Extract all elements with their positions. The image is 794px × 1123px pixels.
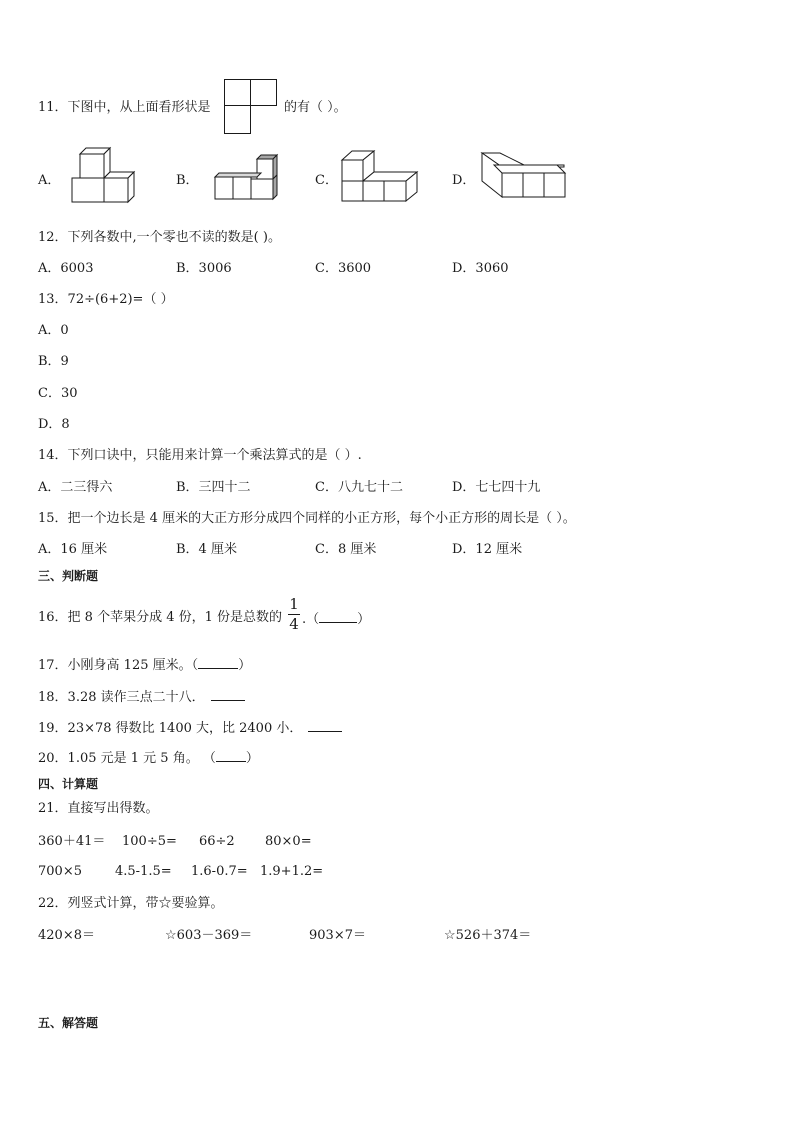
q21-row1-item2: 100÷5=	[122, 834, 177, 849]
q18-stem[interactable]: 18．3.28 读作三点二十八．	[38, 688, 245, 706]
q11-option-a-label[interactable]: A．	[38, 173, 61, 188]
q14-option-a[interactable]: A．二三得六	[38, 480, 113, 495]
q12-stem: 12．下列各数中,一个零也不读的数是( )。	[38, 230, 281, 245]
q21-row2-item4: 1.9+1.2=	[260, 864, 324, 879]
q21-row2-item3: 1.6-0.7=	[191, 864, 248, 879]
q15-option-a[interactable]: A．16 厘米	[38, 542, 108, 557]
top-view-shape-icon	[224, 79, 278, 135]
q11-option-a-cubes-icon	[70, 146, 138, 206]
q11-option-b-cubes-icon	[213, 155, 277, 201]
q22-item3: 903×7＝	[309, 928, 366, 943]
q22-item1: 420×8＝	[38, 928, 95, 943]
q21-row1-item3: 66÷2	[199, 834, 235, 849]
q22-item2: ☆603－369＝	[165, 928, 253, 943]
q16-fraction-denominator: 4	[289, 615, 299, 633]
q16-fraction-numerator: 1	[289, 595, 299, 613]
q11-option-b-label[interactable]: B．	[176, 173, 199, 188]
q22-stem: 22．列竖式计算，带☆要验算。	[38, 896, 224, 911]
q22-item4: ☆526＋374＝	[444, 928, 532, 943]
q15-option-c[interactable]: C．8 厘米	[315, 542, 377, 557]
q12-option-d[interactable]: D．3060	[452, 261, 509, 276]
q13-option-d[interactable]: D．8	[38, 417, 70, 432]
q15-option-b[interactable]: B．4 厘米	[176, 542, 237, 557]
q14-option-b[interactable]: B．三四十二	[176, 480, 251, 495]
q21-stem: 21．直接写出得数。	[38, 801, 159, 816]
q13-option-b[interactable]: B．9	[38, 354, 69, 369]
section-4-heading: 四、计算题	[38, 777, 99, 791]
q20-stem[interactable]: 20．1.05 元是 1 元 5 角。 （ ）	[38, 751, 259, 766]
q12-option-c[interactable]: C．3600	[315, 261, 372, 276]
q11-stem-start: 11．下图中，从上面看形状是	[38, 100, 211, 115]
q15-stem: 15．把一个边长是 4 厘米的大正方形分成四个同样的小正方形，每个小正方形的周长是（ ）。	[38, 511, 576, 526]
q13-option-c[interactable]: C．30	[38, 386, 78, 401]
q11-option-c-cubes-icon	[341, 150, 419, 202]
q21-row1-item1: 360＋41＝	[38, 834, 106, 849]
q16-stem: 16．把 8 个苹果分成 4 份，1 份是总数的	[38, 610, 283, 625]
section-5-heading: 五、解答题	[38, 1016, 99, 1030]
q14-stem: 14．下列口诀中，只能用来计算一个乘法算式的是（ ）.	[38, 448, 362, 463]
q11-option-c-label[interactable]: C．	[315, 173, 338, 188]
section-3-heading: 三、判断题	[38, 569, 99, 583]
q17-stem[interactable]: 17．小刚身高 125 厘米。（ ）	[38, 658, 252, 673]
q14-option-c[interactable]: C．八九七十二	[315, 480, 403, 495]
q14-option-d[interactable]: D．七七四十九	[452, 480, 541, 495]
q21-row1-item4: 80×0=	[265, 834, 312, 849]
q13-stem: 13．72÷(6+2)=（ ）	[38, 292, 174, 307]
q12-option-b[interactable]: B．3006	[176, 261, 232, 276]
q15-option-d[interactable]: D．12 厘米	[452, 542, 523, 557]
q21-row2-item2: 4.5-1.5=	[115, 864, 172, 879]
q11-option-d-cubes-icon	[480, 151, 568, 199]
q13-option-a[interactable]: A．0	[38, 323, 69, 338]
q21-row2-item1: 700×5	[38, 864, 82, 879]
q11-stem-end: 的有（ ）。	[284, 100, 347, 115]
q11-option-d-label[interactable]: D．	[452, 173, 476, 188]
q16-fraction	[288, 596, 300, 633]
q19-stem[interactable]: 19．23×78 得数比 1400 大，比 2400 小．	[38, 719, 342, 737]
q16-answer-blank[interactable]: .（ ）	[302, 612, 371, 627]
q12-option-a[interactable]: A．6003	[38, 261, 94, 276]
